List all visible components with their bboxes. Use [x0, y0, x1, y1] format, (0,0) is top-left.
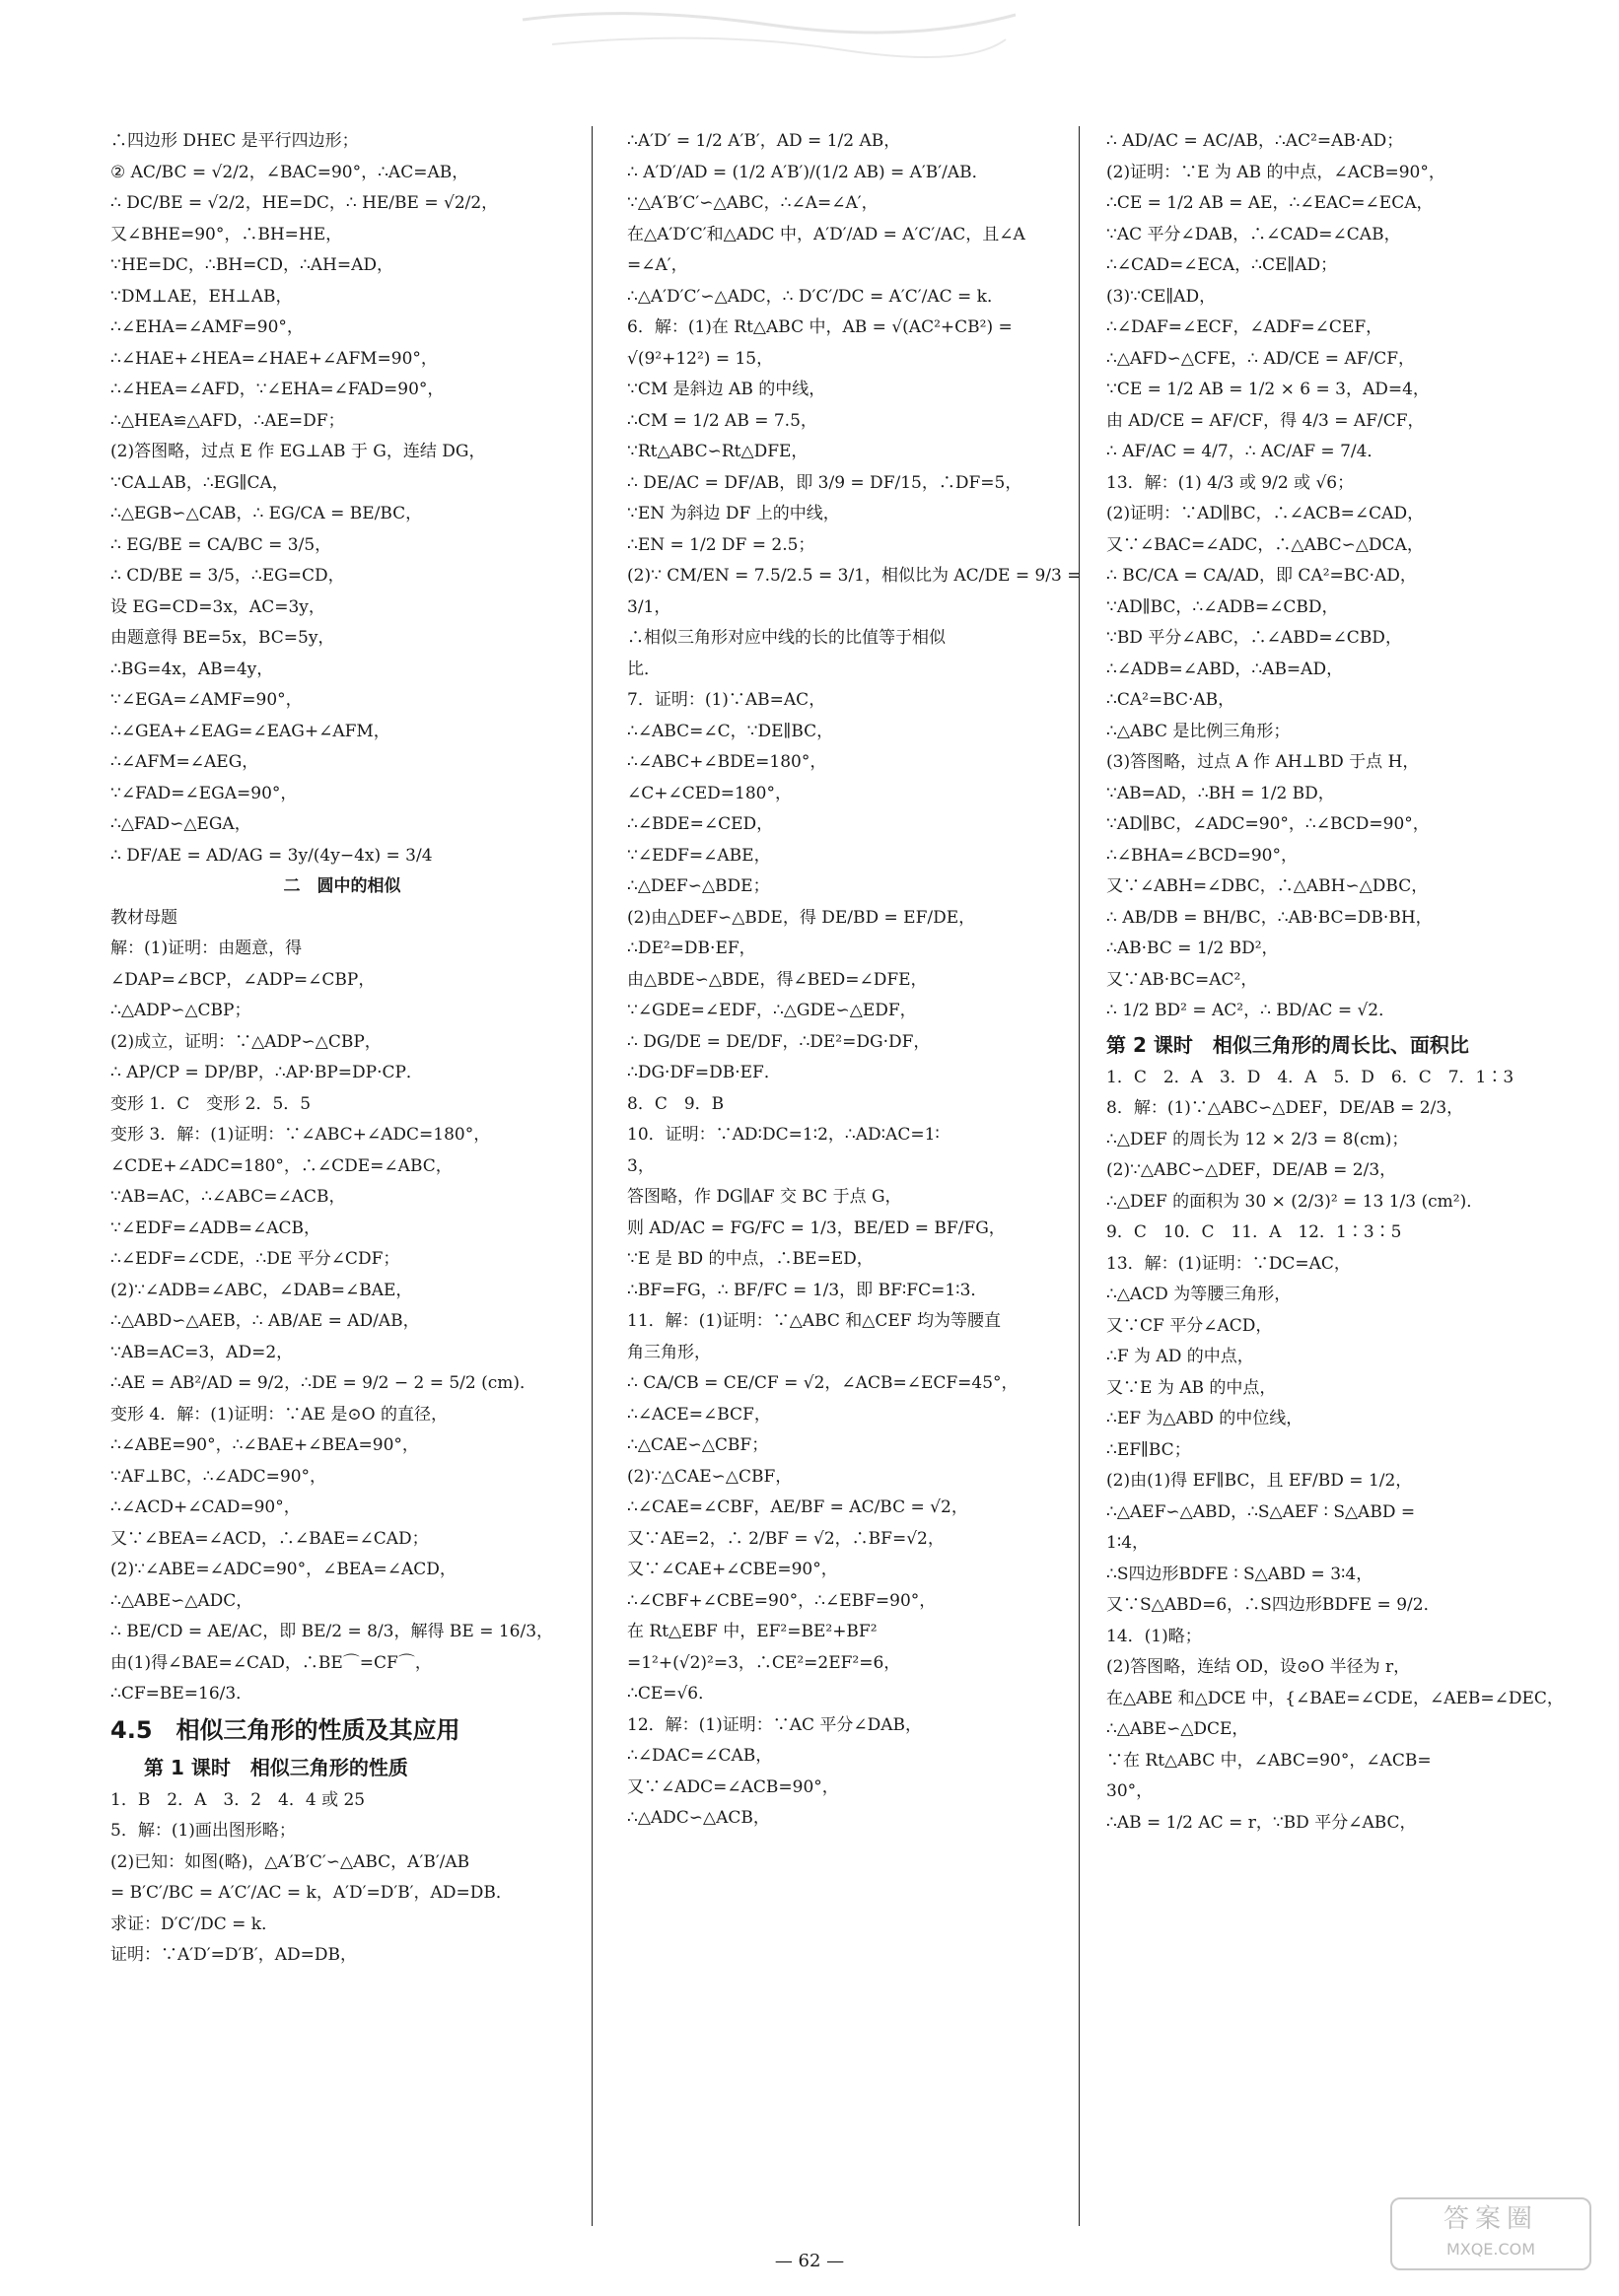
text-line: ∴△DEF 的周长为 12 × 2/3 = 8(cm)；	[1106, 1129, 1409, 1149]
text-line: 在 Rt△EBF 中，EF²=BE²+BF²	[627, 1622, 878, 1641]
text-line: 又∵∠ADC=∠ACB=90°，	[627, 1776, 839, 1797]
text-line: ∴ DC/BE = √2/2，HE=DC，∴ HE/BE = √2/2，	[110, 193, 499, 213]
text-line: ∴ AF/AC = 4/7，∴ AC/AF = 7/4．	[1106, 442, 1384, 461]
text-line: ∴AE = AB²/AD = 9/2，∴DE = 9/2 − 2 = 5/2 (cm)．	[110, 1373, 537, 1393]
text-line: ∴∠CBF+∠CBE=90°，∴∠EBF=90°，	[627, 1590, 937, 1611]
text-line: ∴ A′D′/AD = (1/2 A′B′)/(1/2 AB) = A′B′/AB．	[627, 162, 989, 182]
text-line: ∴∠ABE=90°，∴∠BAE+∠BEA=90°，	[110, 1435, 419, 1455]
text-line: ∴△ADP∽△CBP；	[110, 1001, 251, 1020]
text-line: ∴相似三角形对应中线的长的比值等于相似	[627, 628, 946, 648]
text-line: ∵AD∥BC，∴∠ADB=∠CBD，	[1106, 596, 1339, 617]
text-line: ∴∠BHA=∠BCD=90°，	[1106, 845, 1298, 866]
text-line: 30°，	[1106, 1781, 1154, 1801]
text-line: ∵∠EDF=∠ABE，	[627, 845, 771, 866]
text-line: (3)答图略，过点 A 作 AH⊥BD 于点 H，	[1106, 752, 1420, 772]
text-line: ∴∠GEA+∠EAG=∠EAG+∠AFM，	[110, 721, 390, 741]
text-line: ∴∠HAE+∠HEA=∠HAE+∠AFM=90°，	[110, 348, 438, 369]
text-line: ∴CE = 1/2 AB = AE，∴∠EAC=∠ECA，	[1106, 193, 1434, 213]
text-line: ∴∠EHA=∠AMF=90°，	[110, 317, 304, 337]
text-line: 1．B 2．A 3．2 4．4 或 25	[110, 1789, 366, 1810]
text-line: 变形 3．解：(1)证明：∵∠ABC+∠ADC=180°，	[110, 1125, 491, 1145]
text-line: 答图略，作 DG∥AF 交 BC 于点 G，	[627, 1187, 902, 1207]
watermark-url: MXQE.COM	[1445, 2240, 1536, 2259]
text-line: ∵AF⊥BC，∴∠ADC=90°，	[110, 1466, 327, 1487]
text-line: ∴∠HEA=∠AFD，∵∠EHA=∠FAD=90°，	[110, 380, 445, 399]
text-line: 由(1)得∠BAE=∠CAD，∴BE⌒=CF⌒，	[110, 1652, 432, 1673]
text-line: ∵Rt△ABC∽Rt△DFE，	[627, 442, 809, 461]
text-line: ∵∠FAD=∠EGA=90°，	[110, 783, 298, 803]
text-line: 又∵∠BAC=∠ADC，∴△ABC∽△DCA，	[1106, 534, 1424, 555]
text-line: ∵△A′B′C′∽△ABC，∴∠A=∠A′，	[627, 193, 879, 213]
text-line: ∵DM⊥AE，EH⊥AB，	[110, 286, 293, 307]
text-line: ∴△ACD 为等腰三角形，	[1106, 1285, 1292, 1304]
text-line: (2)成立，证明：∵△ADP∽△CBP，	[110, 1031, 382, 1052]
col1b-lines	[110, 903, 574, 1710]
text-line: 又∠BHE=90°，∴BH=HE，	[110, 224, 343, 244]
text-line: ∵BD 平分∠ABC，∴∠ABD=∠CBD，	[1106, 628, 1402, 648]
watermark-logo	[1390, 2197, 1591, 2270]
text-line: 由 AD/CE = AF/CF，得 4/3 = AF/CF，	[1106, 410, 1425, 431]
text-line: ∴ DG/DE = DE/DF，∴DE²=DG·DF，	[627, 1031, 931, 1052]
text-line: ∴△AFD∽△CFE，∴ AD/CE = AF/CF，	[1106, 348, 1416, 369]
text-line: 比．	[627, 659, 661, 679]
text-line: (2)∵△ABC∽△DEF，DE/AB = 2/3，	[1106, 1160, 1397, 1180]
left-column	[110, 126, 574, 1972]
text-line: (2)由(1)得 EF∥BC，且 EF/BD = 1/2，	[1106, 1471, 1413, 1491]
middle-column	[627, 126, 1089, 1835]
text-line: (2)答图略，连结 OD，设⊙O 半径为 r，	[1106, 1657, 1411, 1677]
text-line: ∴EF 为△ABD 的中位线，	[1106, 1409, 1303, 1428]
col1-lines	[110, 126, 574, 871]
page-number: — 62 —	[774, 2251, 845, 2271]
text-line: ∵CE = 1/2 AB = 1/2 × 6 = 3，AD=4，	[1106, 380, 1430, 399]
text-line: 又∵∠ABH=∠DBC，∴△ABH∽△DBC，	[1106, 876, 1429, 896]
text-line: 角三角形，	[627, 1342, 711, 1362]
text-line: =∠A′，	[627, 255, 688, 275]
lesson2-title: 第 2 课时 相似三角形的周长比、面积比	[1106, 1032, 1469, 1057]
text-line: ∵AB=AC，∴∠ABC=∠ACB，	[110, 1187, 346, 1207]
text-line: =1²+(√2)²=3，∴CE²=2EF²=6，	[627, 1652, 901, 1673]
text-line: 解：(1)证明：由题意，得	[110, 939, 303, 958]
text-line: 则 AD/AC = FG/FC = 1/3，BE/ED = BF/FG，	[627, 1218, 1006, 1238]
text-line: ∴∠ABC=∠C，∵DE∥BC，	[627, 721, 834, 741]
text-line: (2)∵∠ABE=∠ADC=90°，∠BEA=∠ACD，	[110, 1560, 457, 1579]
right-column	[1106, 126, 1570, 1839]
text-line: (2)∵ CM/EN = 7.5/2.5 = 3/1，相似比为 AC/DE = 9/3 =	[627, 566, 1082, 586]
text-line: ∵AB=AD，∴BH = 1/2 BD，	[1106, 783, 1335, 803]
text-line: ∴F 为 AD 的中点，	[1106, 1347, 1254, 1366]
text-line: ∴ BE/CD = AE/AC，即 BE/2 = 8/3，解得 BE = 16/3，	[110, 1622, 554, 1641]
text-line: 在△ABE 和△DCE 中，{∠BAE=∠CDE，∠AEB=∠DEC，	[1106, 1688, 1564, 1708]
text-line: ∴△ABE∽△DCE，	[1106, 1719, 1249, 1739]
text-line: ∴∠ACD+∠CAD=90°，	[110, 1497, 301, 1517]
text-line: ∴∠AFM=∠AEG，	[110, 752, 259, 772]
text-line: 由题意得 BE=5x，BC=5y，	[110, 628, 335, 648]
text-line: ∴EN = 1/2 DF = 2.5；	[627, 534, 815, 555]
text-line: 6．解：(1)在 Rt△ABC 中，AB = √(AC²+CB²) =	[627, 317, 1013, 337]
text-line: 由△BDE∽△BDE，得∠BED=∠DFE，	[627, 969, 928, 990]
text-line: 变形 1．C 变形 2．5．5	[110, 1093, 312, 1114]
text-line: ∠C+∠CED=180°，	[627, 783, 792, 803]
section-title: 4.5 相似三角形的性质及其应用	[110, 1715, 460, 1744]
text-line: 9．C 10．C 11．A 12．1∶3∶5	[1106, 1222, 1402, 1242]
text-line: 在△A′D′C′和△ADC 中，A′D′/AD = A′C′/AC，且∠A	[627, 224, 1025, 244]
text-line: ∴△A′D′C′∽△ADC，∴ D′C′/DC = A′C′/AC = k．	[627, 286, 1004, 307]
text-line: ∴ 1/2 BD² = AC²，∴ BD/AC = √2．	[1106, 1001, 1396, 1020]
text-line: ∵∠GDE=∠EDF，∴△GDE∽△EDF，	[627, 1001, 917, 1020]
text-line: 14．(1)略；	[1106, 1626, 1202, 1646]
text-line: = B′C′/BC = A′C′/AC = k，A′D′=D′B′，AD=DB．	[110, 1883, 513, 1903]
text-line: ∴△CAE∽△CBF；	[627, 1435, 769, 1455]
text-line: ∴△ABC 是比例三角形；	[1106, 721, 1291, 741]
text-line: ∴∠ACE=∠BCF，	[627, 1404, 771, 1425]
text-line: ∴A′D′ = 1/2 A′B′，AD = 1/2 AB，	[627, 131, 901, 151]
text-line: 又∵CF 平分∠ACD，	[1106, 1315, 1273, 1336]
text-line: ∵在 Rt△ABC 中，∠ABC=90°，∠ACB=	[1106, 1750, 1432, 1771]
text-line: ∴∠ADB=∠ABD，∴AB=AD，	[1106, 659, 1344, 679]
text-line: 7．证明：(1)∵AB=AC，	[627, 690, 826, 710]
text-line: ∴CM = 1/2 AB = 7.5，	[627, 410, 817, 431]
text-line: 12．解：(1)证明：∵AC 平分∠DAB，	[627, 1714, 923, 1735]
col1c-lines	[110, 1785, 574, 1972]
circle-similarity-heading: 二 圆中的相似	[283, 876, 401, 896]
text-line: ∴CF=BE=16/3．	[110, 1684, 253, 1704]
text-line: 8．解：(1)∵△ABC∽△DEF，DE/AB = 2/3，	[1106, 1098, 1464, 1118]
text-line: ② AC/BC = √2/2，∠BAC=90°，∴AC=AB，	[110, 162, 469, 182]
text-line: 5．解：(1)画出图形略；	[110, 1821, 296, 1841]
text-line: 又∵E 为 AB 的中点，	[1106, 1377, 1277, 1398]
text-line: 又∵∠BEA=∠ACD，∴∠BAE=∠CAD；	[110, 1528, 429, 1549]
text-line: ∴S四边形BDFE ∶ S△ABD = 3∶4，	[1106, 1564, 1373, 1584]
text-line: 证明：∵A′D′=D′B′，AD=DB，	[110, 1945, 357, 1965]
text-line: ∵∠EGA=∠AMF=90°，	[110, 690, 303, 710]
watermark-text: 答案圈	[1443, 2204, 1538, 2234]
text-line: ∴△EGB∽△CAB，∴ EG/CA = BE/BC，	[110, 504, 423, 523]
text-line: (2)证明：∵AD∥BC，∴∠ACB=∠CAD，	[1106, 504, 1425, 523]
text-line: ∵AB=AC=3，AD=2，	[110, 1342, 294, 1362]
text-line: (2)已知：如图(略)，△A′B′C′∽△ABC，A′B′/AB	[110, 1851, 470, 1872]
text-line: (2)∵∠ADB=∠ABC，∠DAB=∠BAE，	[110, 1280, 413, 1300]
text-line: ∴ CA/CB = CE/CF = √2，∠ACB=∠ECF=45°，	[627, 1373, 1019, 1393]
text-line: 11．解：(1)证明：∵△ABC 和△CEF 均为等腰直	[627, 1311, 1001, 1331]
text-line: ∴∠ABC+∠BDE=180°，	[627, 752, 827, 772]
text-line: ∴△HEA≌△AFD，∴AE=DF；	[110, 410, 345, 431]
text-line: 教材母题	[110, 907, 177, 928]
text-line: ∴△AEF∽△ABD，∴S△AEF ∶ S△ABD =	[1106, 1501, 1416, 1522]
text-line: ∴△DEF∽△BDE；	[627, 876, 770, 896]
text-line: √(9²+12²) = 15，	[627, 348, 774, 369]
text-line: ∠DAP=∠BCP，∠ADP=∠CBP，	[110, 969, 376, 990]
lesson1-title: 第 1 课时 相似三角形的性质	[144, 1755, 408, 1779]
text-line: ∵HE=DC，∴BH=CD，∴AH=AD，	[110, 255, 394, 275]
text-line: ∴△ADC∽△ACB，	[627, 1808, 770, 1828]
text-line: ∴∠CAE=∠CBF，AE/BF = AC/BC = √2，	[627, 1497, 968, 1517]
text-line: 又∵AE=2，∴ 2/BF = √2，∴BF=√2，	[627, 1528, 945, 1549]
column-divider-left	[592, 126, 593, 2226]
text-line: ∴AB = 1/2 AC = r，∵BD 平分∠ABC，	[1106, 1812, 1417, 1833]
text-line: (3)∵CE∥AD，	[1106, 286, 1217, 307]
text-line: 10．证明：∵AD∶DC=1∶2，∴AD∶AC=1∶	[627, 1125, 940, 1145]
text-line: ∴ AP/CP = DP/BP，∴AP·BP=DP·CP．	[110, 1063, 423, 1082]
text-line: (2)答图略，过点 E 作 EG⊥AB 于 G，连结 DG，	[110, 442, 486, 461]
text-line: ∵AC 平分∠DAB，∴∠CAD=∠CAB，	[1106, 224, 1401, 244]
text-line: ∴DE²=DB·EF，	[627, 939, 756, 958]
text-line: ∵∠EDF=∠ADB=∠ACB，	[110, 1218, 321, 1238]
text-line: ∵CM 是斜边 AB 的中线，	[627, 380, 826, 399]
text-line: ∴四边形 DHEC 是平行四边形；	[110, 131, 359, 151]
text-line: ∵AD∥BC，∠ADC=90°，∴∠BCD=90°，	[1106, 814, 1430, 834]
text-line: 8．C 9．B	[627, 1093, 725, 1114]
text-line: ∴∠DAF=∠ECF，∠ADF=∠CEF，	[1106, 317, 1383, 337]
text-line: (2)证明：∵E 为 AB 的中点，∠ACB=90°，	[1106, 162, 1445, 182]
text-line: 又∵AB·BC=AC²，	[1106, 969, 1258, 990]
text-line: ∴EF∥BC；	[1106, 1439, 1191, 1460]
text-line: ∴∠EDF=∠CDE，∴DE 平分∠CDF；	[110, 1249, 400, 1269]
text-line: ∴△DEF 的面积为 30 × (2/3)² = 13 1/3 (cm²)．	[1106, 1191, 1484, 1212]
text-line: ∵EN 为斜边 DF 上的中线，	[627, 504, 840, 523]
text-line: 变形 4．解：(1)证明：∵AE 是⊙O 的直径，	[110, 1404, 448, 1425]
text-line: (2)∵△CAE∽△CBF，	[627, 1466, 793, 1487]
text-line: ∴CE=√6．	[627, 1684, 716, 1704]
text-line: 1．C 2．A 3．D 4．A 5．D 6．C 7．1∶3	[1106, 1067, 1514, 1087]
text-line: ∴∠BDE=∠CED，	[627, 814, 774, 834]
text-line: ∴△ABD∽△AEB，∴ AB/AE = AD/AB，	[110, 1311, 420, 1331]
text-line: 又∵S△ABD=6，∴S四边形BDFE = 9/2．	[1106, 1595, 1441, 1615]
text-line: ∴ AB/DB = BH/BC，∴AB·BC=DB·BH，	[1106, 907, 1433, 928]
text-line: 1∶4，	[1106, 1533, 1150, 1553]
text-line: ∴∠CAD=∠ECA，∴CE∥AD；	[1106, 255, 1338, 275]
text-line: ∴CA²=BC·AB，	[1106, 690, 1235, 710]
text-line: 3，	[627, 1155, 655, 1176]
text-line: ∴ DE/AC = DF/AB，即 3/9 = DF/15，∴DF=5，	[627, 472, 1022, 493]
text-line: 设 EG=CD=3x，AC=3y，	[110, 596, 325, 617]
col2-lines	[627, 126, 1089, 1835]
text-line: ∴△ABE∽△ADC，	[110, 1590, 253, 1611]
text-line: ∵E 是 BD 的中点，∴BE=ED，	[627, 1249, 874, 1269]
text-line: ∵CA⊥AB，∴EG∥CA，	[110, 472, 289, 493]
text-line: 3/1，	[627, 596, 671, 617]
text-line: ∴DG·DF=DB·EF．	[627, 1063, 781, 1082]
text-line: 13．解：(1) 4/3 或 9/2 或 √6；	[1106, 472, 1355, 493]
text-line: ∴△FAD∽△EGA，	[110, 814, 251, 834]
text-line: ∴BG=4x，AB=4y，	[110, 659, 274, 679]
text-line: ∴ DF/AE = AD/AG = 3y/(4y−4x) = 3/4	[110, 845, 433, 866]
text-line: ∴BF=FG，∴ BF/FC = 1/3，即 BF∶FC=1∶3．	[627, 1280, 988, 1300]
text-line: 求证：D′C′/DC = k．	[110, 1913, 279, 1934]
text-line: ∴ AD/AC = AC/AB，∴AC²=AB·AD；	[1106, 131, 1404, 151]
text-line: ∴ CD/BE = 3/5，∴EG=CD，	[110, 566, 345, 586]
text-line: (2)由△DEF∽△BDE，得 DE/BD = EF/DE，	[627, 907, 976, 928]
text-line: ∴AB·BC = 1/2 BD²，	[1106, 939, 1279, 958]
text-line: ∴ EG/BE = CA/BC = 3/5，	[110, 534, 332, 555]
text-line: 又∵∠CAE+∠CBE=90°，	[627, 1560, 838, 1579]
col3b-lines	[1106, 1063, 1570, 1840]
text-line: ∴ BC/CA = CA/AD，即 CA²=BC·AD，	[1106, 566, 1417, 586]
text-line: 13．解：(1)证明：∵DC=AC，	[1106, 1253, 1351, 1274]
scan-smudge	[513, 0, 1025, 69]
text-line: ∴∠DAC=∠CAB，	[627, 1746, 773, 1766]
text-line: ∠CDE+∠ADC=180°，∴∠CDE=∠ABC，	[110, 1155, 453, 1176]
col3-lines	[1106, 126, 1570, 1027]
